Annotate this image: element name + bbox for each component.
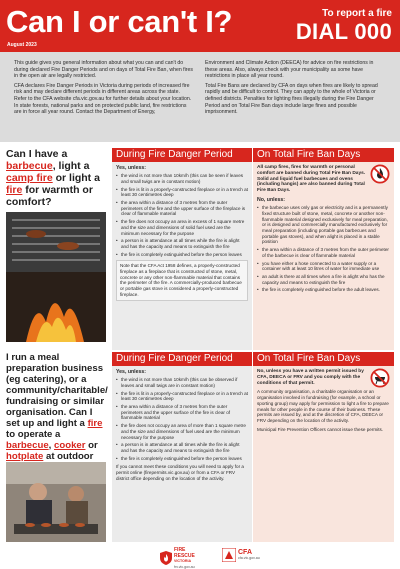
fire-danger-period-panel-business [112, 366, 252, 542]
frv-name-line: FIRE [174, 547, 186, 553]
condition-item: • you have either a hose connected to a water supply or a container with at least 10 litres of water for immediate use [257, 261, 390, 272]
condition-item: • the barbecue uses only gas or electricity and is a permanently fixed structure built of stone, metal, concrete or another non-flammable material designed exclusively for meal preparation, or is designed and commercially manufactured exclusively for meal preparation (including portable gas barbecues and portable gas stoves), and when alight is placed in a stable position [257, 205, 390, 245]
condition-item: • the wind is not more than 10km/h (this can be seen if leaves and small twigs are in constant motion) [116, 173, 248, 184]
keyword-camp-fire: camp fire [6, 172, 53, 184]
keyword-fire: fire [6, 184, 23, 196]
condition-item: • the fire does not occupy an area of more than 1 square metre and the size and dimensions of fuel used are the minimum necessary for the purpose [116, 423, 248, 440]
barbecue-campfire-photo [6, 212, 106, 342]
cfa-emblem-icon [222, 548, 236, 562]
condition-item: • the area within a distance of 3 metres from the outer perimeter of the barbecue is clear of flammable material [257, 247, 390, 258]
keyword-hotplate: hotplate [6, 451, 44, 462]
condition-item: • the fire is completely extinguished before the adult leaves. [257, 287, 390, 293]
condition-item: • the area within a distance of 3 metres from the outer perimeters and the upper surface of the fire is clear of flammable material [116, 404, 248, 421]
permit-requirement: No, unless you have a written permit issued by CFA, DEECA or FRV and you comply with the conditions of that permit. [257, 369, 364, 386]
condition-item: • the wind is not more than 10km/h (this can be observed if leaves and small twigs are in constant motion) [116, 377, 248, 388]
cfa-website: cfa.vic.gov.au [238, 555, 260, 560]
conditions-list [257, 205, 390, 293]
condition-item: • the fire does not occupy an area in excess of 1 square metre and the size and dimensions of solid fuel used are the minimum necessary for the purpose [116, 219, 248, 236]
intro-paragraph: Total Fire Bans are declared by CFA on days when fires are likely to spread rapidly and be difficult to control. They can apply to the whole of Victoria or defined districts. Penalties for lighting fires illegally during the Fire Danger Period and on Total Fire Ban days include large fines and possible imprisonment. [205, 82, 378, 116]
cfa-name: CFA [238, 549, 252, 557]
frv-emblem-icon [160, 551, 172, 565]
fireplace-definition-note: Note that the CFA Act 1958 defines, a properly-constructed fireplace as a fireplace that is constructed of stone, metal, concrete or any other non-flammable material that contains the perimeter of the fire. A commercially-produced barbecue or portable gas stove is considered a properly-constructed fireplace. [116, 260, 248, 300]
condition-item: • the fire is lit in a properly-constructed fireplace or in a trench at least 30 centimetres deep [116, 187, 248, 198]
frv-name-line: VICTORIA [174, 559, 192, 563]
frv-website: frv.vic.gov.au [174, 564, 195, 569]
keyword-barbecue: barbecue [6, 160, 53, 172]
condition-item: • an adult is there at all times when a fire is alight who has the capacity and means to extinguish the fire [257, 274, 390, 285]
total-fire-ban-panel-business [253, 366, 394, 542]
report-fire-label: To report a fire [322, 8, 392, 19]
permit-explanation: A community organisation, a charitable organisation or an organisation involved in fundraising (for example, a school or sporting group) may apply for permission to light a fire to prepare meals for other people in the course of their business. These permits are issued by, and at the discretion of CFA, DEECA or FRV depending on the location of the activity. [257, 389, 389, 423]
frv-logo [160, 548, 195, 569]
ban-statement: All camp fires, fires for warmth or personal comfort are banned during Total Fire Ban Days. Solid and liquid fuel barbecues and ovens (including hangis) are also banned during Total Fire Ban Days. [257, 165, 366, 194]
emergency-number: DIAL 000 [295, 19, 392, 44]
footer [0, 546, 400, 568]
municipal-note: Municipal Fire Prevention Officers cannot issue these permits. [257, 426, 384, 432]
total-fire-ban-heading: On Total Fire Ban Days [253, 148, 394, 162]
fire-danger-period-heading: During Fire Danger Period [112, 352, 252, 366]
fire-danger-period-panel-campfire [112, 162, 252, 350]
condition-item: • the area within a distance of 3 metres from the outer perimeters of the fire and the upper surface of the fireplace is clear of flammable material [116, 200, 248, 217]
keyword-fire: fire [87, 418, 103, 429]
publication-date: August 2023 [7, 42, 37, 48]
intro-column-left [14, 60, 194, 119]
conditions-list [116, 377, 248, 461]
total-fire-ban-panel-campfire [253, 162, 394, 350]
cfa-logo [222, 548, 260, 562]
condition-item: • the fire is lit in a properly-constructed fireplace or in a trench at least 30 centimetres deep [116, 391, 248, 402]
conditions-list [116, 173, 248, 257]
intro-paragraph: Environment and Climate Action (DEECA) for advice on fire restrictions in these areas. Also, always check with your municipality as some have restrictions in place all year round. [205, 60, 374, 80]
question-business-barbecue: I run a meal preparation business (eg catering), or a community/charitable/ fundraising or similar organisation. Can I set up and light a fire to operate a barbecue, cooker or hotplate at outdoor [6, 352, 108, 462]
intro-paragraph: CFA declares Fire Danger Periods in Victoria during periods of increased fire risk and may declare different periods in different areas across the state. Refer to the CFA website cfa.vic.gov.au for further details about your location. In state forests, national parks and on protected public land, fire restrictions are in force all year round. Contact the Department of Energy, [14, 82, 192, 116]
frv-name-line: RESCUE [174, 552, 195, 559]
no-fire-icon [370, 164, 390, 184]
condition-item: • the fire is completely extinguished before the person leaves [116, 252, 248, 258]
total-fire-ban-heading: On Total Fire Ban Days [253, 352, 394, 366]
permit-note: If you cannot meet these conditions you will need to apply for a permit online (firepermits.vic.gov.au) or from a CFA or FRV district office depending on the location of the activity. [116, 464, 244, 481]
page-title: Can I or can't I? [6, 4, 233, 39]
keyword-cooker: cooker [54, 440, 86, 451]
panel-answer: Yes, unless: [116, 369, 146, 375]
intro-section [0, 52, 400, 142]
intro-paragraph: This guide gives you general information about what you can and can't do during declared Fire Danger Periods and on days of Total Fire Ban, when fires in the open air are legally restricted. [14, 60, 193, 80]
condition-item: • the fire is completely extinguished before the person leaves [116, 456, 248, 462]
keyword-barbecue: barbecue [6, 440, 49, 451]
fire-danger-period-heading: During Fire Danger Period [112, 148, 252, 162]
panel-answer: Yes, unless: [116, 165, 146, 171]
question-barbecue-campfire: Can I have a barbecue, light a camp fire or light a fire for warmth or comfort? [6, 148, 100, 208]
header-banner [0, 0, 400, 52]
no-barbecue-icon [370, 368, 390, 388]
condition-item: • a person is in attendance at all times while the fire is alight and has the capacity and means to extinguish the fire [116, 442, 248, 453]
condition-item: • a person is in attendance at all times while the fire is alight and has the capacity and means to extinguish the fire [116, 238, 248, 249]
outdoor-function-photo [6, 462, 106, 542]
panel-answer: No, unless: [257, 196, 285, 203]
intro-column-right [205, 60, 385, 119]
